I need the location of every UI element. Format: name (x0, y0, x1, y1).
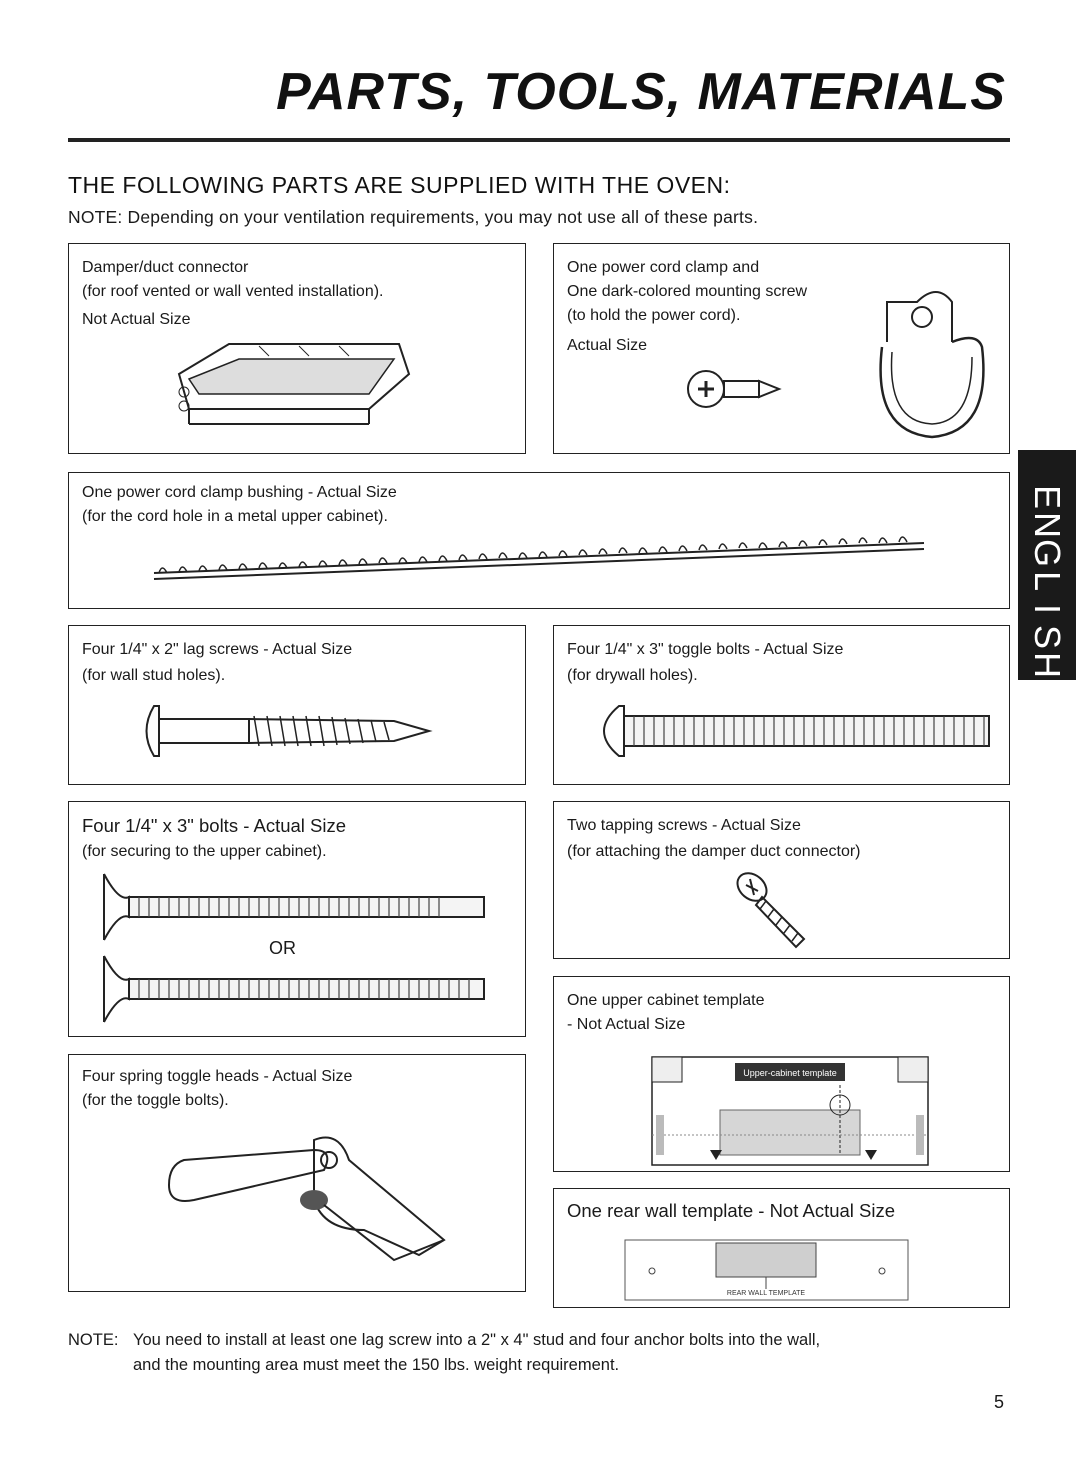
spring-toggle-box (68, 1054, 526, 1292)
rear-template-title-main: One rear wall template (567, 1200, 754, 1221)
bottom-note-label: NOTE: (68, 1331, 119, 1349)
lag-screw-illustration (139, 701, 449, 761)
language-tab-letter: S (1027, 624, 1068, 649)
bolts-title: Four 1/4" x 3" bolts - Actual Size (82, 815, 347, 836)
tapping-title: Two tapping screws - Actual Size (567, 817, 801, 834)
tapping-desc: (for attaching the damper duct connector) (567, 843, 861, 860)
damper-title: Damper/duct connector (82, 259, 249, 276)
cord-clamp-illustration (862, 272, 1002, 447)
damper-size: Not Actual Size (82, 311, 191, 328)
clamp-part-box (553, 243, 1010, 454)
lag-desc: (for wall stud holes). (82, 667, 226, 684)
section-heading: THE FOLLOWING PARTS ARE SUPPLIED WITH THE OVEN: (68, 172, 731, 198)
clamp-screw-title: One dark-colored mounting screw (567, 283, 808, 300)
rear-template-title (567, 1201, 895, 1221)
page-number: 5 (993, 1392, 1004, 1412)
language-tab-letter: I (1027, 603, 1068, 614)
tapping-screw-illustration (734, 867, 824, 952)
spring-desc: (for the toggle bolts). (82, 1092, 229, 1109)
spring-toggle-illustration (164, 1130, 464, 1290)
bushing-desc: (for the cord hole in a metal upper cabinet). (82, 508, 388, 525)
rear-template-box (553, 1188, 1010, 1308)
bolt-illustration-2 (99, 954, 494, 1024)
language-tab-letter: G (1027, 538, 1068, 567)
language-tab-letter: N (1027, 512, 1068, 538)
bolt-illustration-1 (99, 872, 494, 942)
upper-template-illustration (650, 1055, 930, 1167)
toggle-bolt-illustration (589, 701, 999, 761)
rear-template-illustration (624, 1239, 909, 1301)
damper-part-box (68, 243, 526, 454)
bushing-part-box (68, 472, 1010, 609)
upper-template-title: One upper cabinet template (567, 992, 765, 1009)
mounting-screw-illustration (684, 364, 784, 414)
lag-title: Four 1/4" x 2" lag screws - Actual Size (82, 641, 353, 658)
toggle-title: Four 1/4" x 3" toggle bolts - Actual Size (567, 641, 844, 658)
bushing-title: One power cord clamp bushing - Actual Size (82, 484, 397, 501)
language-tab-letter: H (1027, 652, 1068, 678)
clamp-title: One power cord clamp and (567, 259, 760, 276)
bolts-box (68, 801, 526, 1037)
lag-screws-box (68, 625, 526, 785)
upper-template-banner: Upper-cabinet template (743, 1068, 837, 1078)
damper-desc: (for roof vented or wall vented installation). (82, 283, 384, 300)
bolts-desc: (for securing to the upper cabinet). (82, 843, 327, 860)
title-rule (68, 138, 1010, 142)
upper-template-box (553, 976, 1010, 1172)
or-separator: OR (269, 938, 296, 958)
spring-title: Four spring toggle heads - Actual Size (82, 1068, 353, 1085)
bottom-note (68, 1328, 1018, 1378)
language-tab-letter: E (1027, 484, 1068, 509)
language-tab (1018, 450, 1076, 680)
bottom-note-line2: and the mounting area must meet the 150 lbs. weight requirement. (133, 1356, 620, 1374)
damper-illustration (169, 334, 419, 434)
toggle-bolts-box (553, 625, 1010, 785)
top-note: NOTE: Depending on your ventilation requirements, you may not use all of these parts. (68, 207, 759, 227)
bottom-note-line1: You need to install at least one lag screw into a 2" x 4" stud and four anchor bolts into the wall, (133, 1331, 821, 1349)
bushing-illustration (149, 533, 929, 583)
clamp-desc: (to hold the power cord). (567, 307, 741, 324)
toggle-desc: (for drywall holes). (567, 667, 698, 684)
rear-template-caption: REAR WALL TEMPLATE (726, 1290, 806, 1297)
upper-template-size: - Not Actual Size (567, 1016, 686, 1033)
page-title: PARTS, TOOLS, MATERIALS (276, 63, 1006, 121)
clamp-size: Actual Size (567, 337, 648, 354)
rear-template-title-size: - Not Actual Size (753, 1200, 896, 1221)
tapping-screws-box (553, 801, 1010, 959)
language-tab-letter: L (1027, 570, 1068, 592)
